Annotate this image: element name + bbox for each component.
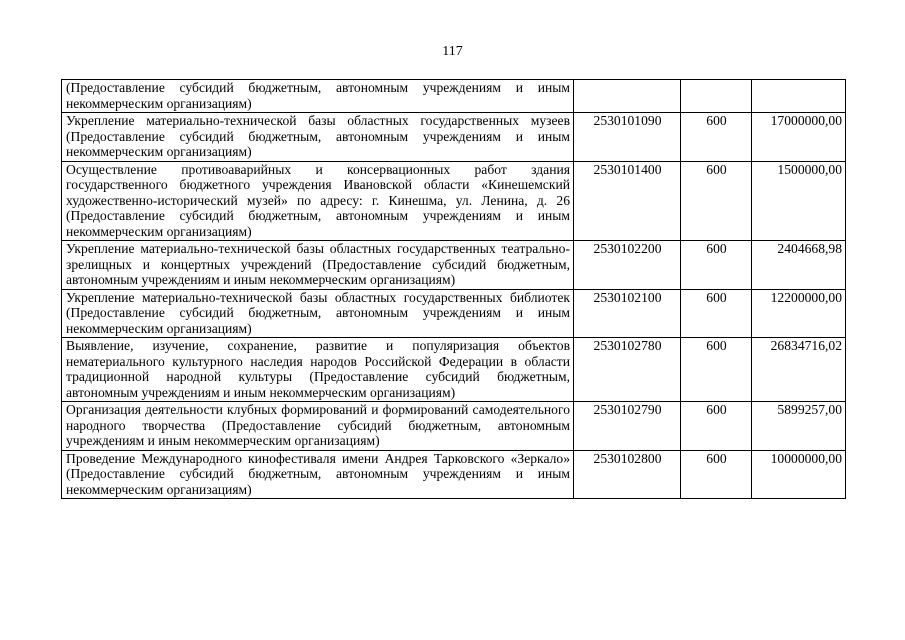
table-row [62, 450, 846, 499]
row-amount: 1500000,00 [752, 161, 846, 241]
row-amount: 17000000,00 [752, 113, 846, 162]
row-description: Организация деятельности клубных формирований и формирований самодеятельного народного творчества (Предоставление субсидий бюджетным, автономным учреждениям и иным некоммерческим организациям) [62, 402, 574, 451]
table-row [62, 241, 846, 290]
row-target-code: 2530102100 [574, 289, 681, 338]
row-expense-kind: 600 [681, 450, 752, 499]
row-description: Выявление, изучение, сохранение, развитие и популяризация объектов нематериального культурного наследия народов Российской Федерации в области традиционной народной культуры (Предоставление субсидий бюджетным, автономным учреждениям и иным некоммерческим организациям) [62, 338, 574, 402]
row-target-code: 2530102800 [574, 450, 681, 499]
row-expense-kind: 600 [681, 161, 752, 241]
row-amount: 10000000,00 [752, 450, 846, 499]
row-amount: 2404668,98 [752, 241, 846, 290]
row-target-code: 2530102790 [574, 402, 681, 451]
row-target-code: 2530102200 [574, 241, 681, 290]
row-expense-kind: 600 [681, 113, 752, 162]
row-expense-kind: 600 [681, 338, 752, 402]
row-description: Проведение Международного кинофестиваля имени Андрея Тарковского «Зеркало» (Предоставление субсидий бюджетным, автономным учреждениям и иным некоммерческим организациям) [62, 450, 574, 499]
row-expense-kind: 600 [681, 241, 752, 290]
row-description: Укрепление материально-технической базы областных государственных музеев (Предоставление субсидий бюджетным, автономным учреждениям и иным некоммерческим организациям) [62, 113, 574, 162]
row-expense-kind: 600 [681, 289, 752, 338]
row-amount: 5899257,00 [752, 402, 846, 451]
table-row [62, 80, 846, 113]
row-target-code: 2530101400 [574, 161, 681, 241]
row-expense-kind [681, 80, 752, 113]
table-row [62, 161, 846, 241]
table-row [62, 338, 846, 402]
row-description: Укрепление материально-технической базы областных государственных театрально-зрелищных и концертных учреждений (Предоставление субсидий бюджетным, автономным учреждениям и иным некоммерческим организациям) [62, 241, 574, 290]
row-description: (Предоставление субсидий бюджетным, автономным учреждениям и иным некоммерческим организациям) [62, 80, 574, 113]
row-expense-kind: 600 [681, 402, 752, 451]
row-amount: 12200000,00 [752, 289, 846, 338]
row-amount: 26834716,02 [752, 338, 846, 402]
row-target-code [574, 80, 681, 113]
table-row [62, 289, 846, 338]
row-description: Осуществление противоаварийных и консервационных работ здания государственного бюджетного учреждения Ивановской области «Кинешемский художественно-исторический музей» по адресу: г. Кинешма, ул. Ленина, д. 26 (Предоставление субсидий бюджетным, автономным учреждениям и иным некоммерческим организациям) [62, 161, 574, 241]
row-target-code: 2530102780 [574, 338, 681, 402]
table-row [62, 113, 846, 162]
budget-table [61, 79, 846, 499]
row-description: Укрепление материально-технической базы областных государственных библиотек (Предоставление субсидий бюджетным, автономным учреждениям и иным некоммерческим организациям) [62, 289, 574, 338]
page-number: 117 [442, 44, 463, 59]
table-row [62, 402, 846, 451]
row-amount [752, 80, 846, 113]
row-target-code: 2530101090 [574, 113, 681, 162]
